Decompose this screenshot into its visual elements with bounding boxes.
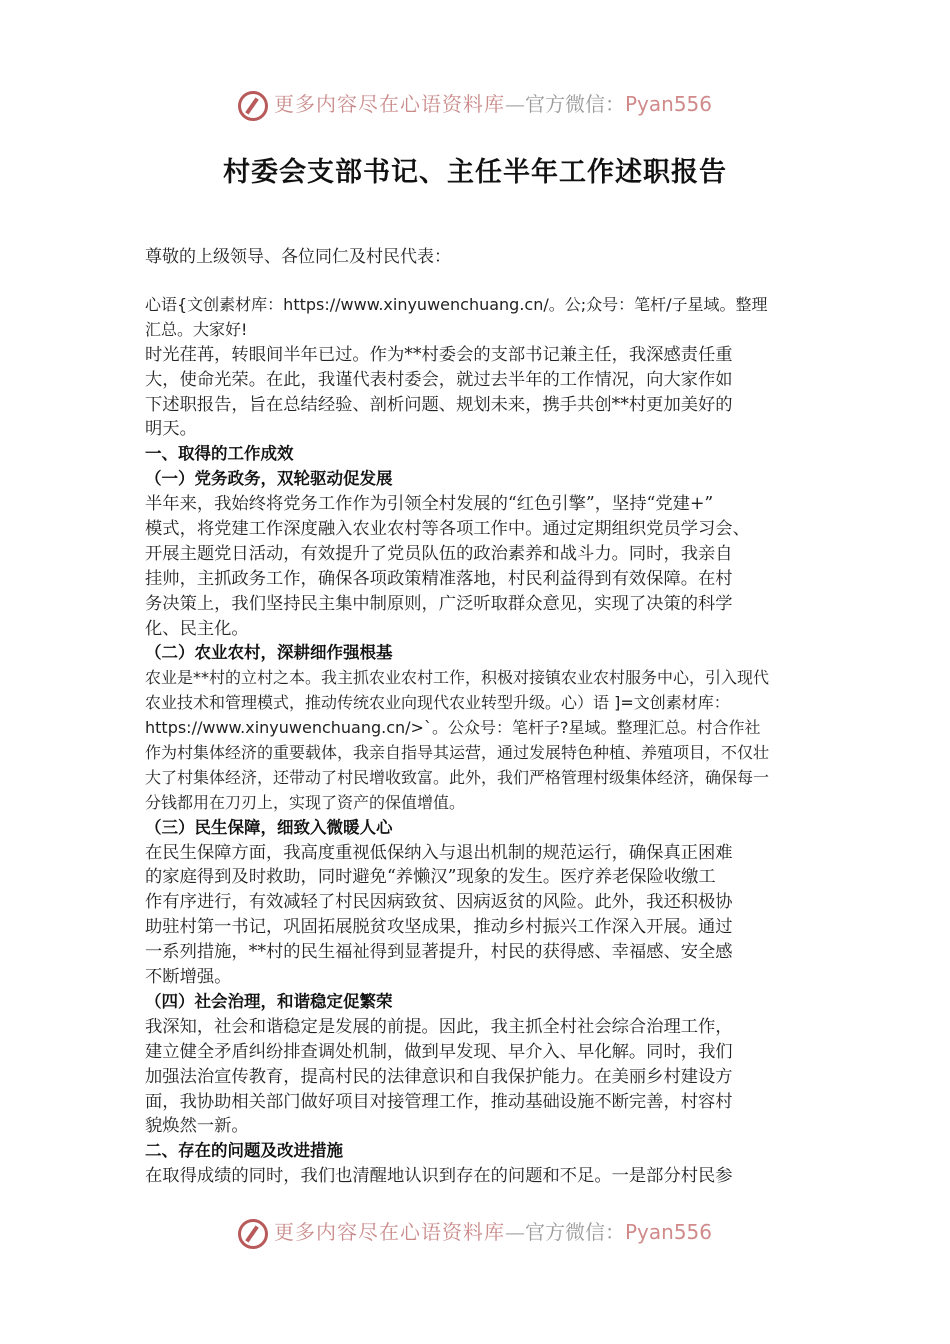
heading-text: （二）农业农村，深耕细作强根基 (145, 643, 393, 663)
paragraph-line: 助驻村第一书记，巩固拓展脱贫攻坚成果，推动乡村振兴工作深入开展。通过 (145, 917, 733, 938)
section-heading (145, 816, 815, 841)
paragraph-line: 建立健全矛盾纠纷排查调处机制，做到早发现、早介入、早化解。同时，我们 (145, 1041, 733, 1062)
paragraph (145, 1015, 815, 1139)
paragraph (145, 1164, 815, 1189)
heading-text: （四）社会治理，和谐稳定促繁荣 (145, 991, 393, 1011)
paragraph-line: 汇总。大家好! (145, 319, 248, 339)
paragraph-line: 一系列措施，**村的民生福祉得到显著提升，村民的获得感、幸福感、安全感 (145, 942, 733, 963)
paragraph (145, 666, 815, 815)
heading-text: 一、取得的工作成效 (145, 444, 294, 464)
paragraph-line: 农业技术和管理模式，推动传统农业向现代农业转型升级。心）语 ]=文创素材库： (145, 693, 730, 713)
document-title: 村委会支部书记、主任半年工作述职报告 (223, 157, 727, 188)
heading-text: （一）党务政务，双轮驱动促发展 (145, 469, 393, 489)
paragraph-line: 加强法治宣传教育，提高村民的法律意识和自我保护能力。在美丽乡村建设方 (145, 1066, 733, 1087)
greeting: 尊敬的上级领导、各位同仁及村民代表： (145, 247, 451, 267)
pen-logo-icon (238, 1219, 268, 1249)
watermark-label: 官方微信： (524, 92, 625, 116)
paragraph-line: 农业是**村的立村之本。我主抓农业农村工作，积极对接镇农业农村服务中心，引入现代 (145, 668, 770, 688)
watermark-label: 官方微信： (524, 1220, 625, 1244)
paragraph-line: 时光荏苒，转眼间半年已过。作为**村委会的支部书记兼主任，我深感责任重 (145, 344, 733, 365)
document-body (145, 293, 815, 1189)
footer-watermark (0, 1216, 950, 1249)
paragraph-line: 面，我协助相关部门做好项目对接管理工作，推动基础设施不断完善，村容村 (145, 1091, 733, 1112)
paragraph-line: 我深知，社会和谐稳定是发展的前提。因此，我主抓全村社会综合治理工作， (145, 1016, 733, 1037)
paragraph-line: 大了村集体经济，还带动了村民增收致富。此外，我们严格管理村级集体经济，确保每一 (145, 767, 770, 787)
pen-logo-icon (238, 91, 268, 121)
paragraph-line: 作有序进行，有效减轻了村民因病致贫、因病返贫的风险。此外，我还积极协 (145, 892, 733, 913)
paragraph-line: 作为村集体经济的重要载体，我亲自指导其运营，通过发展特色种植、养殖项目，不仅壮 (145, 743, 770, 763)
paragraph-line: 下述职报告，旨在总结经验、剖析问题、规划未来，携手共创**村更加美好的 (145, 394, 733, 415)
section-heading (145, 467, 815, 492)
paragraph-line: 的家庭得到及时救助，同时避免“养懒汉”现象的发生。医疗养老保险收缴工 (145, 867, 716, 888)
paragraph-line: 务决策上，我们坚持民主集中制原则，广泛听取群众意见，实现了决策的科学 (145, 593, 733, 614)
paragraph-line: 分钱都用在刀刃上，实现了资产的保值增值。 (145, 792, 466, 812)
paragraph-line: 在民生保障方面，我高度重视低保纳入与退出机制的规范运行，确保真正困难 (145, 842, 733, 863)
paragraph (145, 343, 815, 443)
paragraph-line: 化、民主化。 (145, 618, 249, 639)
paragraph-line: 模式，将党建工作深度融入农业农村等各项工作中。通过定期组织党员学习会、 (145, 519, 750, 540)
watermark-text: 更多内容尽在心语资料库 (273, 1220, 505, 1244)
paragraph-line: 明天。 (145, 419, 197, 440)
watermark-dash: — (504, 1220, 525, 1244)
watermark-id: Pyan556 (624, 92, 712, 116)
paragraph-line: 大，使命光荣。在此，我谨代表村委会，就过去半年的工作情况，向大家作如 (145, 369, 733, 390)
section-heading (145, 1139, 815, 1164)
heading-text: 二、存在的问题及改进措施 (145, 1141, 343, 1161)
header-watermark (0, 88, 950, 121)
paragraph-line: https://www.xinyuwenchuang.cn/>`。公众号：笔杆子?星域。整理汇总。村合作社 (145, 718, 761, 738)
section-heading (145, 641, 815, 666)
paragraph-line: 开展主题党日活动，有效提升了党员队伍的政治素养和战斗力。同时，我亲自 (145, 543, 733, 564)
section-heading (145, 990, 815, 1015)
paragraph-line: 心语{文创素材库：https://www.xinyuwenchuang.cn/。公;众号：笔杆/子星域。整理 (145, 295, 768, 314)
paragraph (145, 293, 815, 343)
paragraph (145, 492, 815, 641)
paragraph-line: 貌焕然一新。 (145, 1116, 249, 1137)
heading-text: （三）民生保障，细致入微暖人心 (145, 817, 393, 837)
section-heading (145, 442, 815, 467)
paragraph-line: 在取得成绩的同时，我们也清醒地认识到存在的问题和不足。一是部分村民参 (145, 1166, 733, 1187)
paragraph-line: 不断增强。 (145, 967, 232, 988)
watermark-id: Pyan556 (624, 1220, 712, 1244)
paragraph-line: 半年来，我始终将党务工作作为引领全村发展的“红色引擎”，坚持“党建+” (145, 494, 714, 515)
paragraph (145, 841, 815, 990)
paragraph-line: 挂帅，主抓政务工作，确保各项政策精准落地，村民利益得到有效保障。在村 (145, 568, 733, 589)
watermark-text: 更多内容尽在心语资料库 (273, 92, 505, 116)
watermark-dash: — (504, 92, 525, 116)
